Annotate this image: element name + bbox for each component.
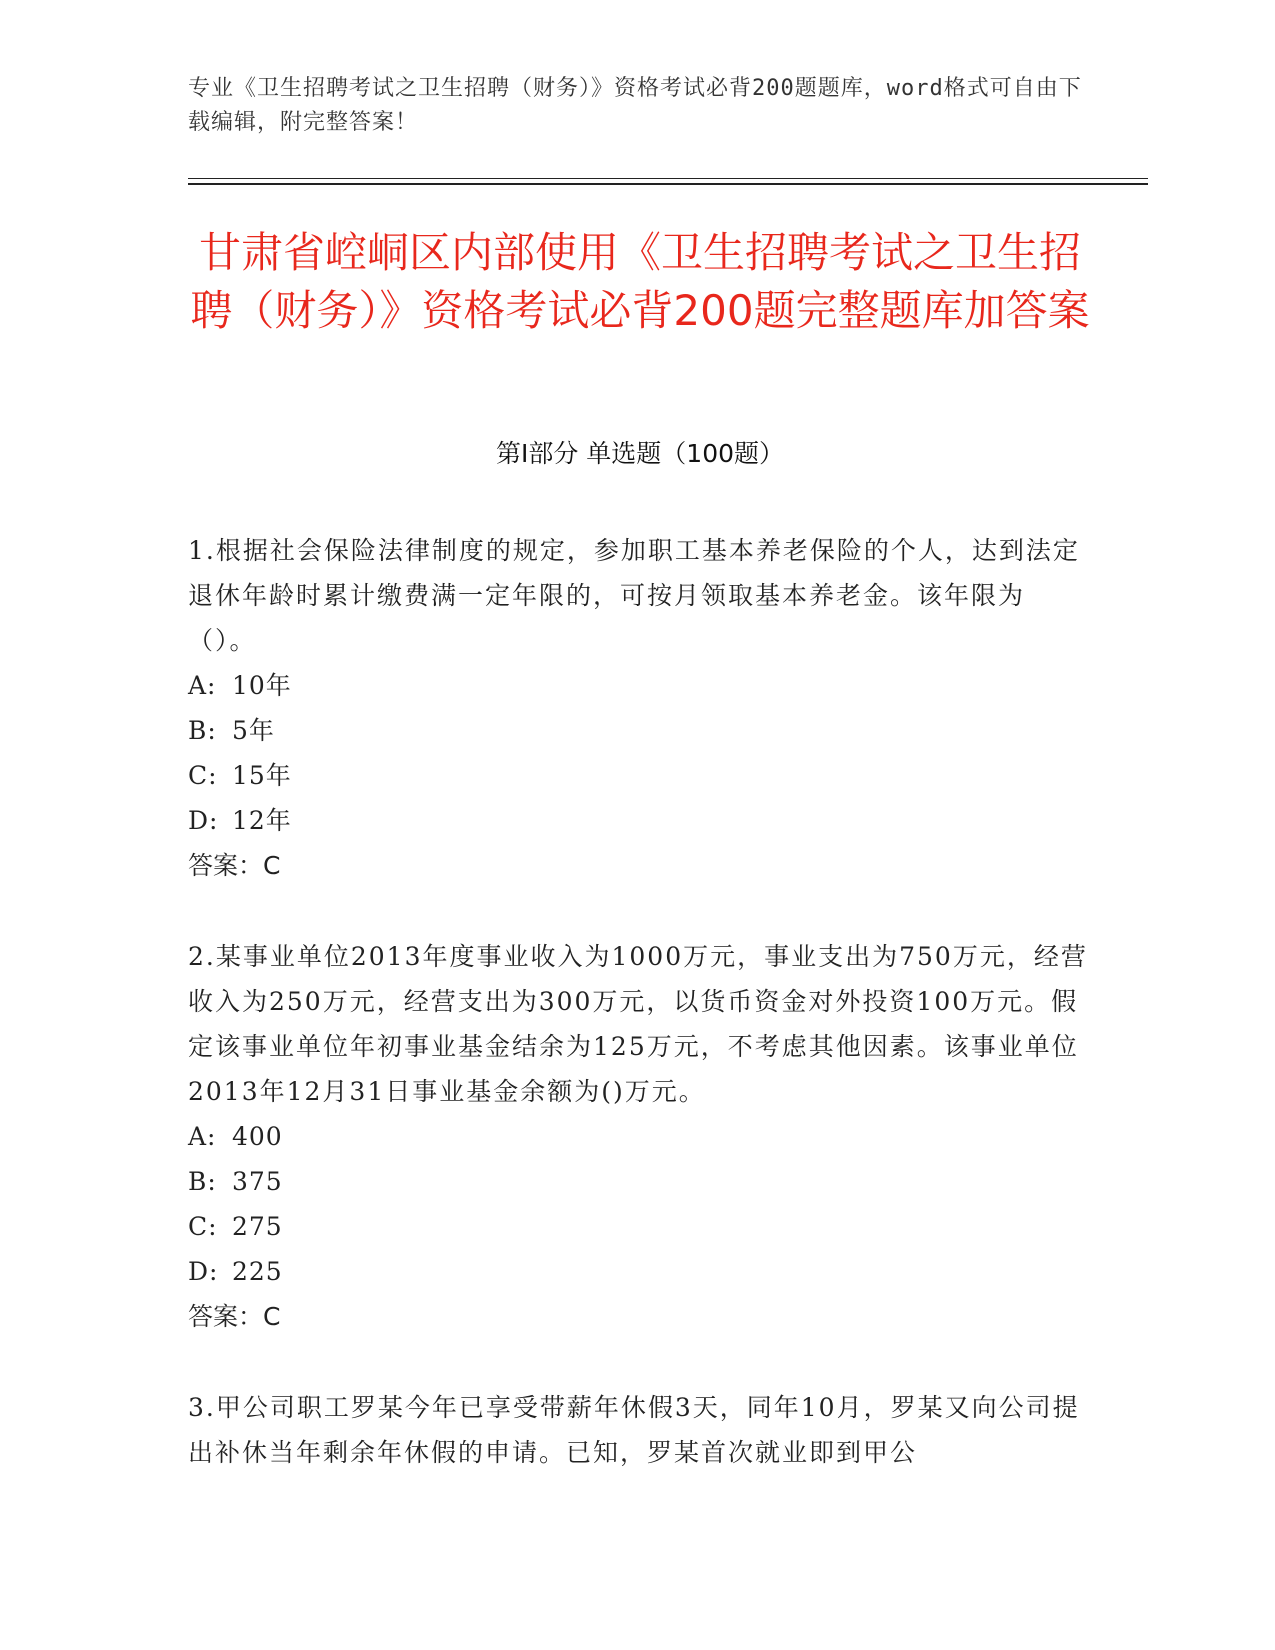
header-divider-thin [188,178,1148,179]
option-c [188,1204,1088,1249]
answer-line: 答案：C [188,851,281,880]
question-stem: 2.某事业单位2013年度事业收入为1000万元，事业支出为750万元，经营收入为250万元，经营支出为300万元，以货币资金对外投资100万元。假定该事业单位年初事业基金结余为125万元，不考虑其他因素。该事业单位2013年12月31日事业基金余额为()万元。 [188,942,1088,1106]
question-stem: 1.根据社会保险法律制度的规定，参加职工基本养老保险的个人，达到法定退休年龄时累计缴费满一定年限的，可按月领取基本养老金。该年限为（）。 [188,536,1080,655]
option-letter: B: [188,1167,217,1196]
option-a [188,663,1088,708]
option-text: 375 [232,1167,283,1196]
option-letter: C: [188,761,218,790]
option-text: 5年 [232,716,275,745]
option-text: 400 [232,1122,283,1151]
option-b [188,1159,1088,1204]
option-letter: D: [188,1257,219,1286]
question-2 [188,934,1088,1339]
option-d [188,798,1088,843]
section-heading: 第I部分 单选题（100题） [495,439,785,468]
question-3 [188,1385,1088,1475]
header-divider-thick [188,183,1148,185]
option-letter: B: [188,716,217,745]
question-list [188,528,1088,1521]
option-letter: A: [188,1122,217,1151]
option-text: 10年 [232,671,292,700]
option-text: 225 [232,1257,283,1286]
header-note: 专业《卫生招聘考试之卫生招聘（财务）》资格考试必背200题题库，word格式可自由下载编辑，附完整答案！ [188,76,1082,135]
question-stem: 3.甲公司职工罗某今年已享受带薪年休假3天，同年10月，罗某又向公司提出补休当年剩余年休假的申请。已知，罗某首次就业即到甲公 [188,1393,1080,1467]
option-text: 15年 [232,761,292,790]
option-c [188,753,1088,798]
question-1 [188,528,1088,888]
option-d [188,1249,1088,1294]
option-letter: D: [188,806,219,835]
option-list [188,663,1088,843]
document-title: 甘肃省崆峒区内部使用《卫生招聘考试之卫生招聘（财务）》资格考试必背200题完整题库加答案 [190,228,1090,335]
answer-line: 答案：C [188,1302,281,1331]
option-letter: C: [188,1212,218,1241]
option-a [188,1114,1088,1159]
option-letter: A: [188,671,217,700]
option-text: 275 [232,1212,283,1241]
option-list [188,1114,1088,1294]
option-b [188,708,1088,753]
option-text: 12年 [232,806,292,835]
